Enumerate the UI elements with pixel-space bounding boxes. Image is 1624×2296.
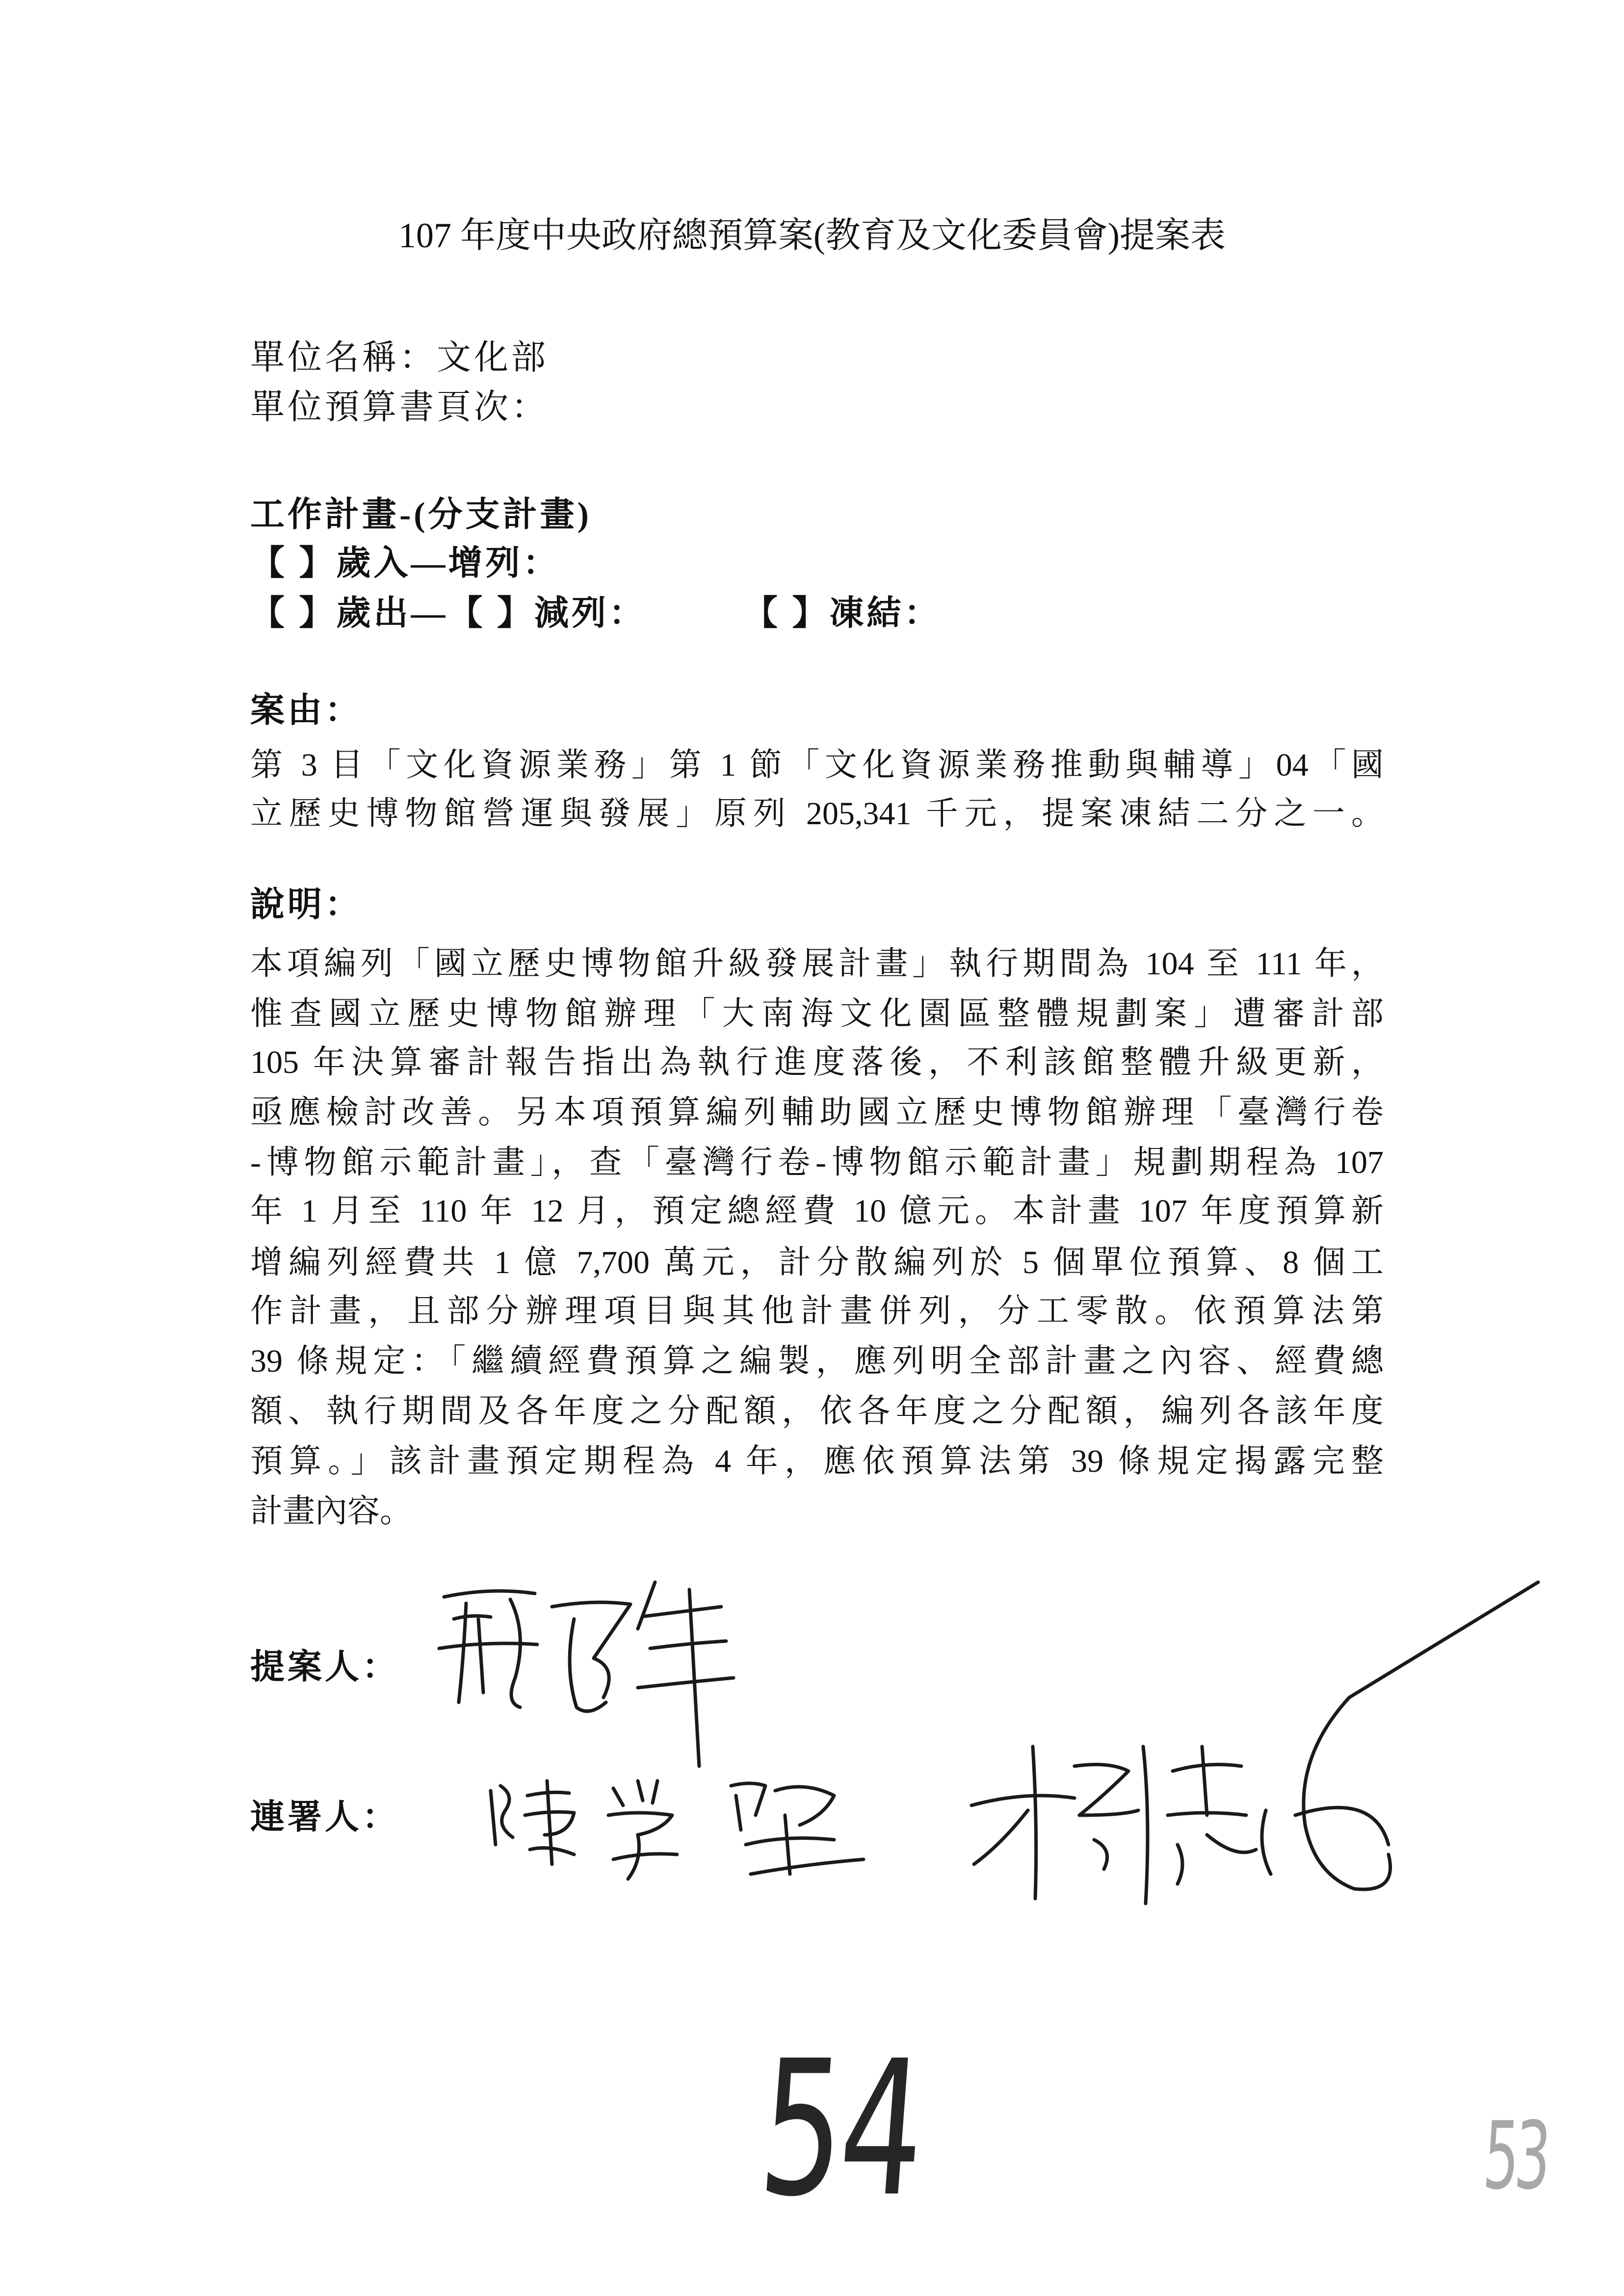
signature-cosigner-1	[491, 1781, 864, 1879]
unit-name: 單位名稱：文化部	[250, 339, 549, 377]
explanation-heading: 說明：	[250, 886, 362, 924]
cosigner-label: 連署人：	[250, 1799, 399, 1836]
explanation-line: 預算。」該計畫預定期程為 4 年，應依預算法第 39 條規定揭露完整	[250, 1443, 1384, 1479]
work-plan-heading: 工作計畫-(分支計畫)	[250, 496, 592, 534]
unit-budget-page: 單位預算書頁次：	[250, 389, 549, 426]
motion-heading: 案由：	[250, 692, 362, 730]
explanation-line: 105 年決算審計報告指出為執行進度落後，不利該館整體升級更新，	[250, 1044, 1384, 1080]
explanation-line: 計畫內容。	[250, 1493, 412, 1529]
explanation-line: 39 條規定：「繼續經費預算之編製，應列明全部計畫之內容、經費總	[250, 1343, 1384, 1379]
explanation-line: 作計畫，且部分辦理項目與其他計畫併列，分工零散。依預算法第	[250, 1293, 1384, 1329]
proposer-label: 提案人：	[250, 1648, 399, 1686]
explanation-line: 額、執行期間及各年度之分配額，依各年度之分配額，編列各該年度	[250, 1393, 1384, 1429]
explanation-line: 惟查國立歷史博物館辦理「大南海文化園區整體規劃案」遭審計部	[250, 996, 1384, 1032]
faint-page-number: 53	[1480, 2102, 1550, 2210]
revenue-line: 【 】歲入—增列：	[250, 545, 560, 582]
freeze-line: 【 】凍結：	[743, 595, 942, 632]
explanation-line: 亟應檢討改善。另本項預算編列輔助國立歷史博物館辦理「臺灣行卷	[250, 1095, 1384, 1130]
explanation-line: 年 1 月至 110 年 12 月，預定總經費 10 億元。本計畫 107 年度預算新	[250, 1193, 1384, 1229]
handwritten-page-number: 54	[753, 2020, 928, 2238]
signature-proposer	[439, 1582, 733, 1766]
document-title: 107 年度中央政府總預算案(教育及文化委員會)提案表	[398, 216, 1226, 255]
signature-cosigner-2	[971, 1582, 1538, 1904]
explanation-line: 本項編列「國立歷史博物館升級發展計畫」執行期間為 104 至 111 年，	[250, 946, 1384, 982]
expenditure-line: 【 】歲出—【 】減列：	[250, 595, 646, 632]
motion-line: 立歷史博物館營運與發展」原列 205,341 千元，提案凍結二分之一。	[250, 796, 1384, 832]
motion-line: 第 3 目「文化資源業務」第 1 節「文化資源業務推動與輔導」04「國	[250, 747, 1384, 783]
explanation-line: -博物館示範計畫」，查「臺灣行卷-博物館示範計畫」規劃期程為 107	[250, 1145, 1384, 1180]
explanation-line: 增編列經費共 1 億 7,700 萬元，計分散編列於 5 個單位預算、8 個工	[250, 1245, 1384, 1280]
